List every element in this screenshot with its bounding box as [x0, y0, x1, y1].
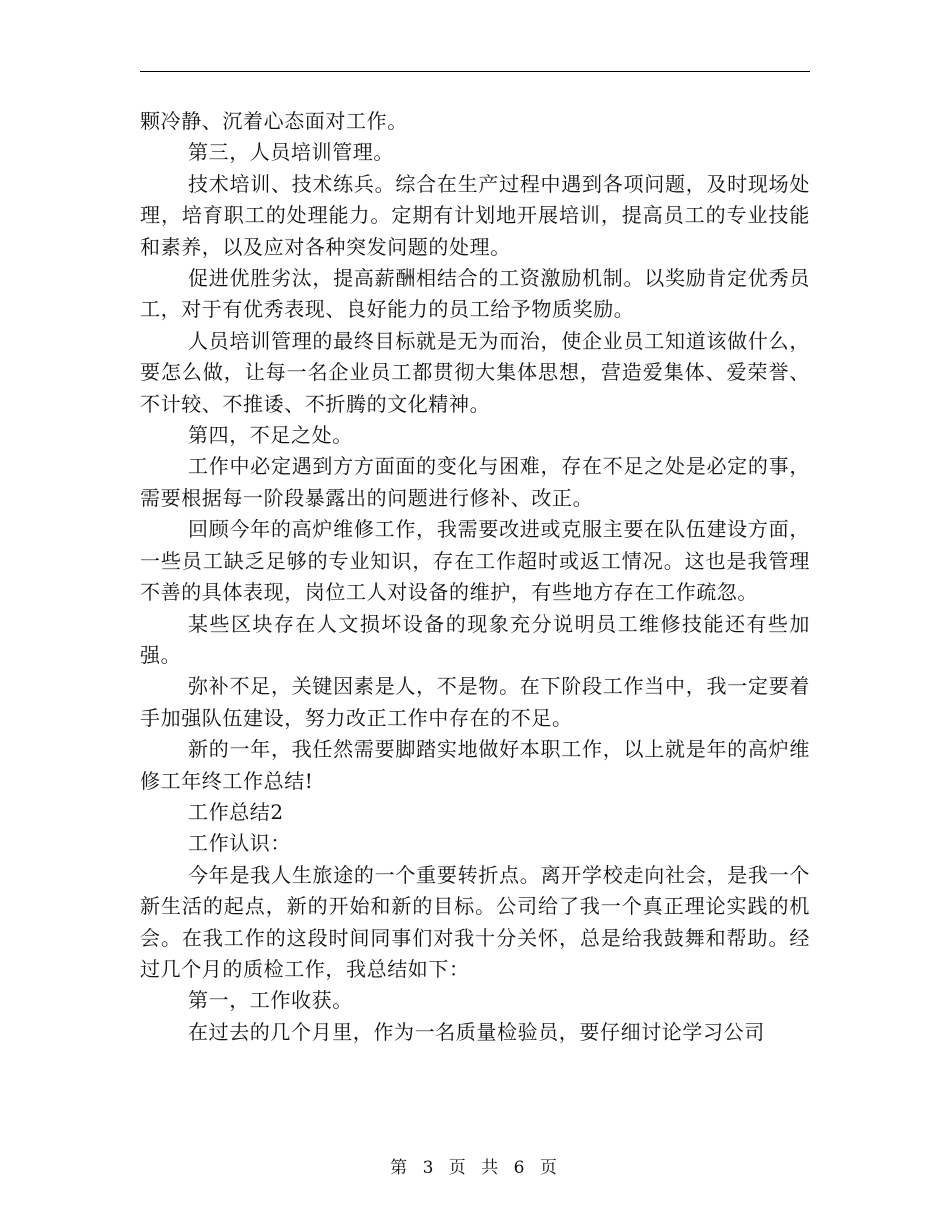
page-number-footer: 第 3 页 共 6 页: [390, 1158, 560, 1178]
paragraph: 今年是我人生旅途的一个重要转折点。离开学校走向社会，是我一个新生活的起点，新的开始和新的目标。公司给了我一个真正理论实践的机会。在我工作的这段时间同事们对我十分关怀，总是给我鼓舞和帮助。经过几个月的质检工作，我总结如下：: [140, 862, 810, 981]
paragraph: 工作中必定遇到方方面面的变化与困难，存在不足之处是必定的事，需要根据每一阶段暴露出的问题进行修补、改正。: [140, 454, 810, 510]
section-heading: 工作认识：: [188, 831, 291, 856]
paragraph: 促进优胜劣汰，提高薪酬相结合的工资激励机制。以奖励肯定优秀员工，对于有优秀表现、良好能力的员工给予物质奖励。: [140, 266, 810, 322]
paragraph: 弥补不足，关键因素是人，不是物。在下阶段工作当中，我一定要着手加强队伍建设，努力改正工作中存在的不足。: [140, 674, 810, 730]
header-rule: [140, 71, 810, 72]
section-heading: 第四，不足之处。: [188, 423, 353, 448]
paragraph: 某些区块存在人文损坏设备的现象充分说明员工维修技能还有些加强。: [140, 611, 810, 667]
paragraph: 在过去的几个月里，作为一名质量检验员，要仔细讨论学习公司: [188, 1019, 765, 1044]
section-heading: 工作总结2: [188, 799, 284, 824]
paragraph: 新的一年，我任然需要脚踏实地做好本职工作，以上就是年的高炉维修工年终工作总结!: [140, 737, 810, 793]
section-heading: 第三，人员培训管理。: [188, 140, 394, 165]
paragraph: 颗冷静、沉着心态面对工作。: [140, 109, 408, 133]
paragraph: 技术培训、技术练兵。综合在生产过程中遇到各项问题，及时现场处理，培育职工的处理能力。定期有计划地开展培训，提高员工的专业技能和素养，以及应对各种突发问题的处理。: [140, 171, 810, 259]
document-body: [140, 106, 810, 1048]
paragraph: 回顾今年的高炉维修工作，我需要改进或克服主要在队伍建设方面，一些员工缺乏足够的专业知识，存在工作超时或返工情况。这也是我管理不善的具体表现，岗位工人对设备的维护，有些地方存在工作疏忽。: [140, 517, 810, 605]
paragraph: 人员培训管理的最终目标就是无为而治，使企业员工知道该做什么，要怎么做，让每一名企业员工都贯彻大集体思想，营造爱集体、爱荣誉、不计较、不推诿、不折腾的文化精神。: [140, 328, 810, 416]
section-heading: 第一，工作收获。: [188, 988, 353, 1013]
